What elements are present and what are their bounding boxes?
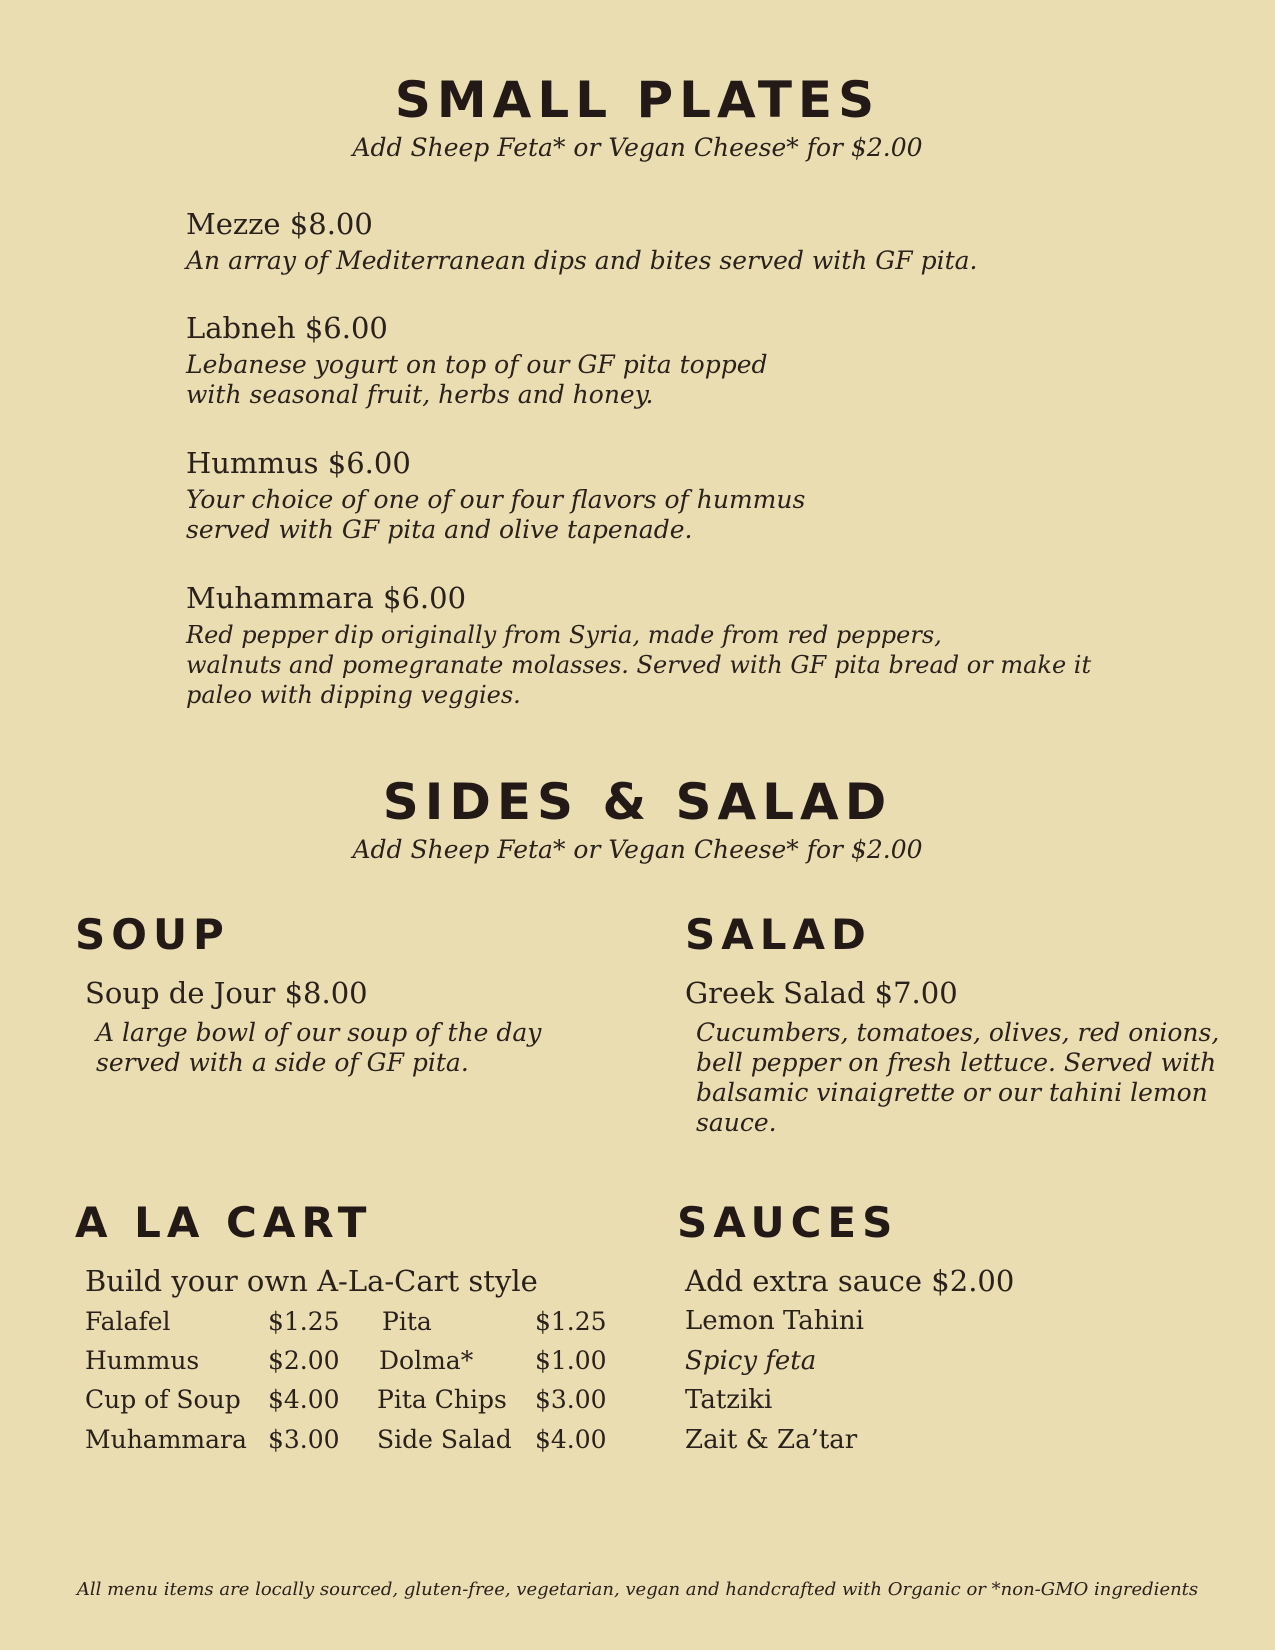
menu-item-name: Labneh $6.00	[186, 311, 388, 345]
a-la-cart-right-price: $1.25	[535, 1307, 607, 1336]
small-plates-title: SMALL PLATES	[394, 71, 881, 129]
a-la-cart-left-name: Falafel	[85, 1307, 171, 1336]
a-la-cart-right-name: Dolma*	[379, 1346, 474, 1375]
small-plates-subtitle: Add Sheep Feta* or Vegan Cheese* for $2.00	[352, 133, 923, 162]
sauces-intro: Add extra sauce $2.00	[685, 1264, 1015, 1298]
salad-item-desc: Cucumbers, tomatoes, olives, red onions, bell pepper on fresh lettuce. Served with balsamic vinaigrette or our tahini lemon sauce.	[696, 1018, 1220, 1137]
sauce-item: Tatziki	[685, 1385, 773, 1415]
a-la-cart-left-name: Cup of Soup	[85, 1385, 241, 1414]
soup-title: SOUP	[75, 910, 230, 959]
a-la-cart-title: A LA CART	[75, 1198, 373, 1247]
menu-item-name: Muhammara $6.00	[186, 581, 467, 615]
a-la-cart-right-price: $1.00	[535, 1346, 607, 1375]
a-la-cart-left-price: $4.00	[268, 1385, 340, 1414]
salad-title: SALAD	[685, 910, 872, 959]
a-la-cart-left-price: $2.00	[268, 1346, 340, 1375]
a-la-cart-left-price: $3.00	[268, 1425, 340, 1454]
sauce-item: Spicy feta	[685, 1346, 817, 1376]
sides-salad-title: SIDES & SALAD	[382, 773, 893, 831]
menu-item-name: Hummus $6.00	[186, 446, 411, 480]
menu-item-name: Mezze $8.00	[186, 207, 373, 241]
menu-item-mezze	[186, 206, 1146, 276]
a-la-cart-right-price: $3.00	[535, 1385, 607, 1414]
sauces-title: SAUCES	[677, 1198, 899, 1247]
menu-item-desc: An array of Mediterranean dips and bites served with GF pita.	[186, 246, 978, 275]
a-la-cart-right-price: $4.00	[535, 1425, 607, 1454]
a-la-cart-left-price: $1.25	[268, 1307, 340, 1336]
footer-note: All menu items are locally sourced, gluten-free, vegetarian, vegan and handcrafted with Organic or *non-GMO ingredients	[76, 1579, 1199, 1600]
soup-item-name: Soup de Jour $8.00	[85, 976, 368, 1010]
a-la-cart-intro: Build your own A-La-Cart style	[85, 1264, 538, 1298]
menu-item-desc: Red pepper dip originally from Syria, made from red peppers, walnuts and pomegranate molasses. Served with GF pita bread or make it paleo with dipping veggies.	[186, 621, 1092, 709]
menu-item-hummus	[186, 445, 1146, 545]
a-la-cart-left-name: Hummus	[85, 1346, 200, 1375]
sides-salad-subtitle: Add Sheep Feta* or Vegan Cheese* for $2.00	[352, 835, 923, 864]
a-la-cart-left-name: Muhammara	[85, 1425, 247, 1454]
menu-item-labneh	[186, 310, 1146, 410]
sauce-item: Lemon Tahini	[685, 1306, 864, 1336]
a-la-cart-right-name: Pita	[382, 1307, 432, 1336]
a-la-cart-right-name: Pita Chips	[377, 1385, 507, 1414]
menu-item-desc: Your choice of one of our four flavors of hummus served with GF pita and olive tapenade.	[186, 485, 806, 544]
menu-item-muhammara	[186, 580, 1186, 710]
salad-item-name: Greek Salad $7.00	[685, 976, 958, 1010]
sauce-item: Zait & Za’tar	[685, 1425, 858, 1455]
menu-item-desc: Lebanese yogurt on top of our GF pita topped with seasonal fruit, herbs and honey.	[186, 350, 768, 409]
a-la-cart-right-name: Side Salad	[377, 1425, 512, 1454]
soup-item-desc: A large bowl of our soup of the day served with a side of GF pita.	[96, 1018, 542, 1077]
